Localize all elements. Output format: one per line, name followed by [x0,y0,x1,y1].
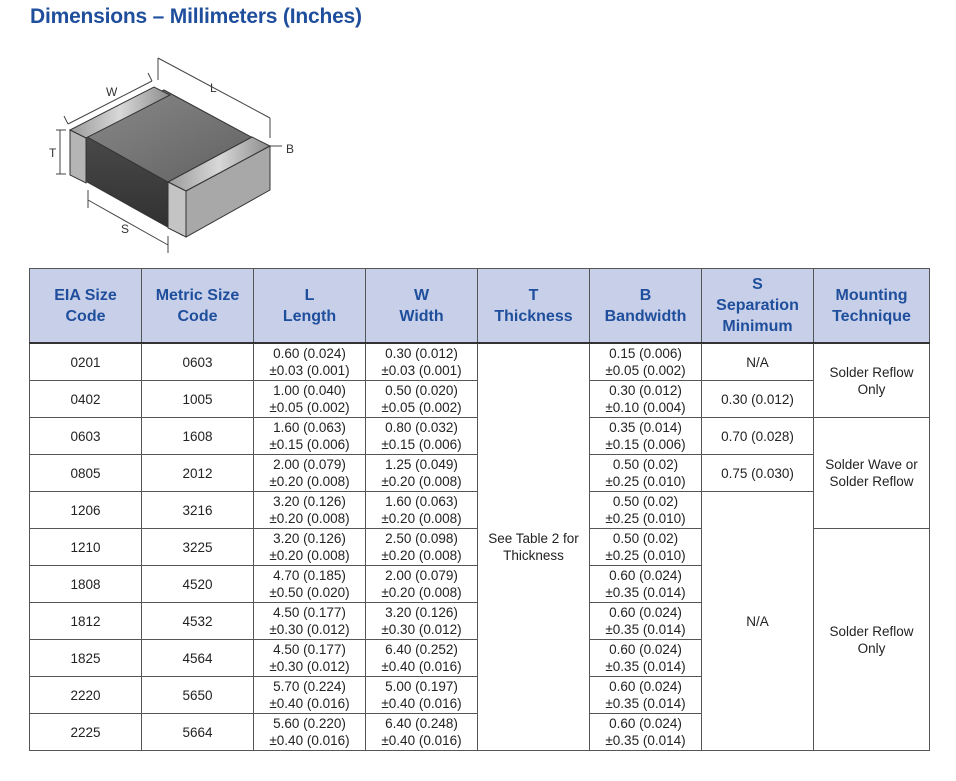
cell-line: 1.60 (0.063) [273,420,346,435]
cell-line: Solder Reflow [829,474,914,489]
cell-line: 0.60 (0.024) [609,568,682,583]
header-separation-minimum: S Separation Minimum [702,269,814,344]
cell-bandwidth [590,714,702,751]
cell-metric-code: 5650 [142,677,254,714]
cell-line: 0.60 (0.024) [609,642,682,657]
cell-line: 0.30 (0.012) [385,346,458,361]
cell-line: ±0.40 (0.016) [269,696,350,711]
cell-width [366,492,478,529]
cell-metric-code: 4532 [142,603,254,640]
label-b: B [286,142,295,156]
cell-line: ±0.35 (0.014) [605,733,686,748]
cell-width [366,343,478,381]
cell-line: 6.40 (0.252) [385,642,458,657]
cell-bandwidth [590,492,702,529]
cell-width [366,381,478,418]
cell-line: 5.60 (0.220) [273,716,346,731]
cell-length [254,566,366,603]
cell-width [366,677,478,714]
cell-length [254,529,366,566]
cell-line: ±0.20 (0.008) [381,511,462,526]
cell-line: 3.20 (0.126) [385,605,458,620]
label-s: S [121,222,130,236]
cell-length [254,492,366,529]
cell-line: ±0.50 (0.020) [269,585,350,600]
cell-line: 0.60 (0.024) [609,679,682,694]
cell-line: ±0.35 (0.014) [605,659,686,674]
cell-bandwidth [590,381,702,418]
cell-line: ±0.15 (0.006) [381,437,462,452]
cell-line: ±0.40 (0.016) [269,733,350,748]
header-eia-size-code: EIA Size Code [30,269,142,344]
cell-line: ±0.05 (0.002) [381,400,462,415]
cell-line: ±0.20 (0.008) [269,548,350,563]
cell-line: 0.50 (0.020) [385,383,458,398]
cell-line: ±0.20 (0.008) [381,548,462,563]
cell-line: 0.60 (0.024) [609,716,682,731]
cell-eia-code: 0805 [30,455,142,492]
cell-eia-code: 0603 [30,418,142,455]
cell-separation-minimum: 0.70 (0.028) [702,418,814,455]
cell-line: ±0.03 (0.001) [269,363,350,378]
chip-dimension-diagram [48,50,308,260]
cell-length [254,714,366,751]
header-bandwidth: B Bandwidth [590,269,702,344]
cell-line: ±0.35 (0.014) [605,696,686,711]
cell-metric-code: 1608 [142,418,254,455]
cell-width [366,455,478,492]
cell-bandwidth [590,566,702,603]
header-width: W Width [366,269,478,344]
cell-line: 6.40 (0.248) [385,716,458,731]
cell-width [366,529,478,566]
cell-line: ±0.20 (0.008) [381,474,462,489]
cell-line: 1.25 (0.049) [385,457,458,472]
cell-metric-code: 0603 [142,343,254,381]
table-row [30,343,930,381]
cell-metric-code: 3216 [142,492,254,529]
cell-separation-minimum: N/A [702,492,814,751]
cell-width [366,603,478,640]
cell-eia-code: 1825 [30,640,142,677]
table-header-row [30,269,930,344]
label-l: L [210,81,217,95]
cell-line: 0.80 (0.032) [385,420,458,435]
cell-bandwidth [590,603,702,640]
cell-line: 0.50 (0.02) [612,457,679,472]
cell-line: ±0.20 (0.008) [269,474,350,489]
label-t: T [49,146,57,160]
cell-line: ±0.15 (0.006) [605,437,686,452]
cell-length [254,343,366,381]
page-title: Dimensions – Millimeters (Inches) [30,5,362,28]
cell-bandwidth [590,529,702,566]
cell-line: Only [857,640,886,656]
cell-metric-code: 1005 [142,381,254,418]
cell-width [366,714,478,751]
cell-mounting-technique [814,529,930,751]
cell-line: 4.70 (0.185) [273,568,346,583]
cell-eia-code: 1206 [30,492,142,529]
cell-separation-minimum: 0.75 (0.030) [702,455,814,492]
cell-line: ±0.20 (0.008) [381,585,462,600]
cell-line: 3.20 (0.126) [273,494,346,509]
cell-line: 0.60 (0.024) [609,605,682,620]
cell-line: ±0.35 (0.014) [605,622,686,637]
cell-line: ±0.25 (0.010) [605,548,686,563]
cell-mounting-technique [814,343,930,418]
cell-line: 2.00 (0.079) [385,568,458,583]
cell-separation-minimum: 0.30 (0.012) [702,381,814,418]
cell-length [254,640,366,677]
cell-line: Only [857,381,886,397]
cell-line: ±0.25 (0.010) [605,511,686,526]
cell-line: ±0.10 (0.004) [605,400,686,415]
cell-eia-code: 2225 [30,714,142,751]
header-thickness: T Thickness [478,269,590,344]
cell-line: 4.50 (0.177) [273,605,346,620]
cell-length [254,381,366,418]
header-length: L Length [254,269,366,344]
cell-line: 4.50 (0.177) [273,642,346,657]
cell-line: 0.35 (0.014) [609,420,682,435]
cell-line: Solder Reflow [829,364,914,380]
header-mounting-technique: Mounting Technique [814,269,930,344]
cell-line: See Table 2 for [488,531,579,546]
cell-line: 0.15 (0.006) [609,346,682,361]
cell-width [366,418,478,455]
cell-line: ±0.20 (0.008) [269,511,350,526]
cell-line: ±0.15 (0.006) [269,437,350,452]
cell-line: ±0.30 (0.012) [269,622,350,637]
cell-bandwidth [590,418,702,455]
header-metric-size-code: Metric Size Code [142,269,254,344]
cell-line: ±0.25 (0.010) [605,474,686,489]
cell-line: 3.20 (0.126) [273,531,346,546]
cell-eia-code: 1808 [30,566,142,603]
dimensions-table [29,268,930,751]
cell-line: 1.00 (0.040) [273,383,346,398]
cell-metric-code: 2012 [142,455,254,492]
cell-bandwidth [590,455,702,492]
cell-line: ±0.05 (0.002) [605,363,686,378]
cell-thickness-note [478,343,590,751]
cell-line: ±0.40 (0.016) [381,733,462,748]
cell-line: 0.50 (0.02) [612,494,679,509]
cell-bandwidth [590,677,702,714]
cell-line: Thickness [503,548,564,563]
cell-length [254,677,366,714]
cell-line: 0.60 (0.024) [273,346,346,361]
cell-line: 0.30 (0.012) [609,383,682,398]
cell-length [254,603,366,640]
cell-line: ±0.40 (0.016) [381,696,462,711]
label-w: W [106,85,118,99]
cell-metric-code: 4520 [142,566,254,603]
cell-line: 5.00 (0.197) [385,679,458,694]
cell-bandwidth [590,640,702,677]
cell-eia-code: 2220 [30,677,142,714]
cell-line: ±0.40 (0.016) [381,659,462,674]
cell-line: 2.00 (0.079) [273,457,346,472]
cell-width [366,566,478,603]
cell-line: 0.50 (0.02) [612,531,679,546]
cell-eia-code: 1812 [30,603,142,640]
cell-line: Solder Wave or [825,457,918,472]
cell-separation-minimum: N/A [702,343,814,381]
cell-line: ±0.30 (0.012) [381,622,462,637]
cell-bandwidth [590,343,702,381]
cell-metric-code: 3225 [142,529,254,566]
cell-eia-code: 0402 [30,381,142,418]
cell-line: 5.70 (0.224) [273,679,346,694]
cell-eia-code: 0201 [30,343,142,381]
cell-mounting-technique [814,418,930,529]
cell-line: Solder Reflow [829,623,914,639]
cell-metric-code: 4564 [142,640,254,677]
cell-line: ±0.05 (0.002) [269,400,350,415]
cell-line: ±0.35 (0.014) [605,585,686,600]
cell-line: ±0.30 (0.012) [269,659,350,674]
cell-metric-code: 5664 [142,714,254,751]
cell-line: ±0.03 (0.001) [381,363,462,378]
cell-width [366,640,478,677]
cell-eia-code: 1210 [30,529,142,566]
cell-length [254,455,366,492]
cell-length [254,418,366,455]
cell-line: 2.50 (0.098) [385,531,458,546]
cell-line: 1.60 (0.063) [385,494,458,509]
